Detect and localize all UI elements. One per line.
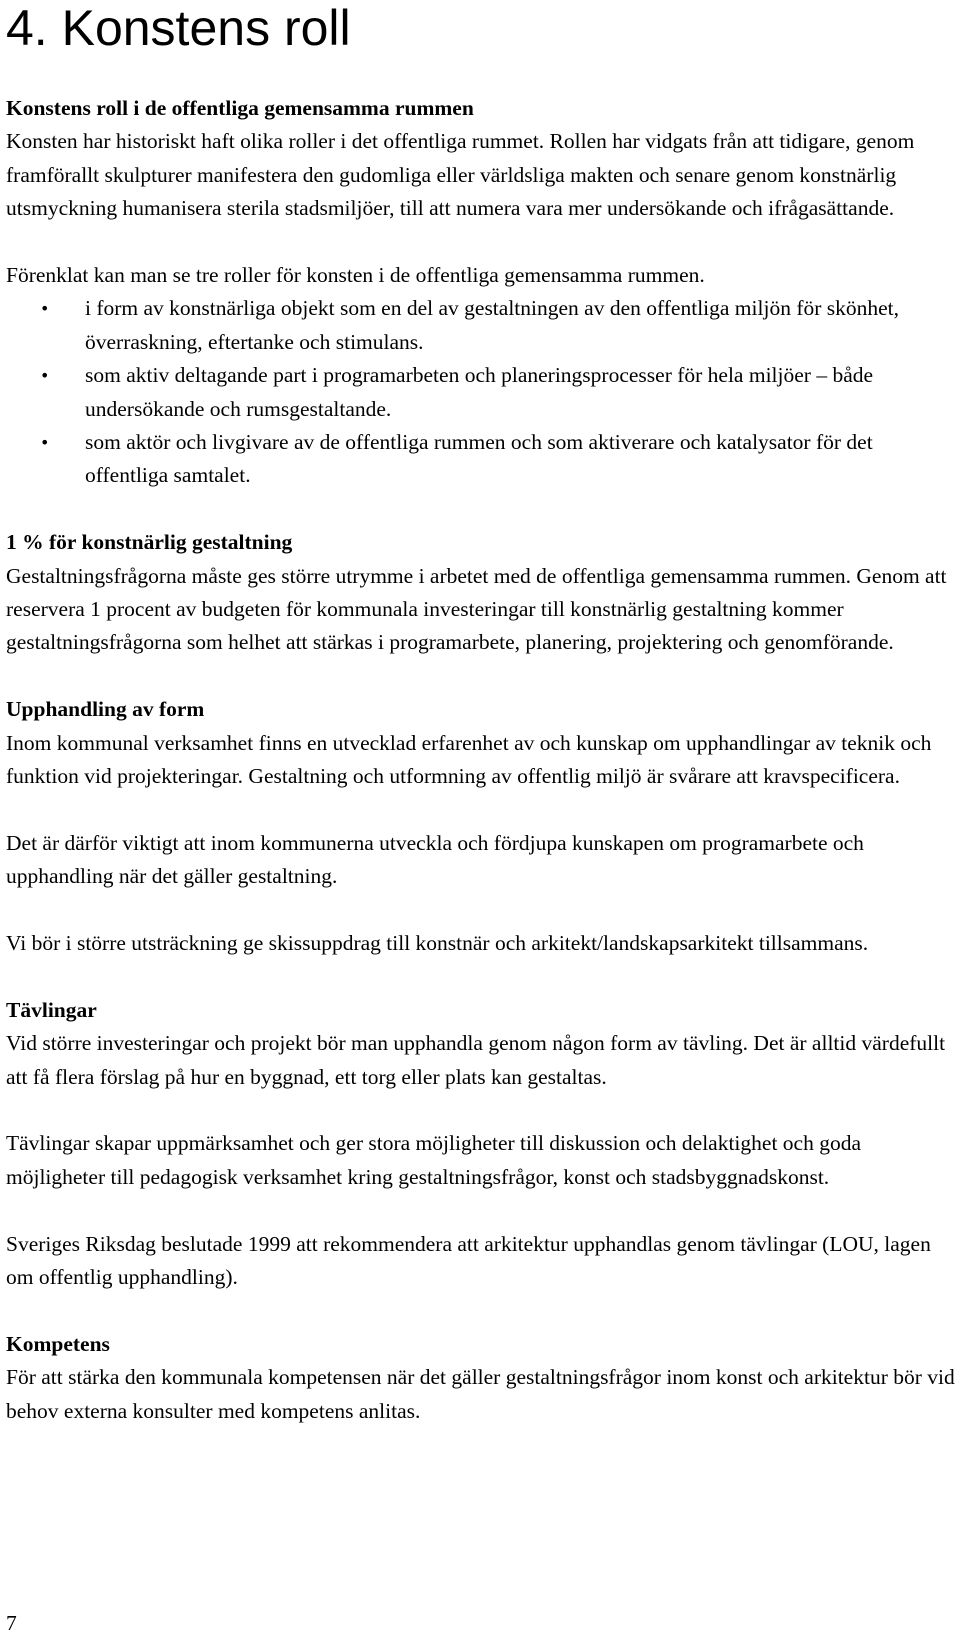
bullet-icon: • <box>40 433 50 453</box>
chapter-title: 4. Konstens roll <box>6 0 351 56</box>
page-number: 7 <box>6 1611 17 1635</box>
document-body <box>6 92 956 1428</box>
paragraph: Vi bör i större utsträckning ge skissuppdrag till konstnär och arkitekt/landskapsarkitekt tillsammans. <box>6 931 869 956</box>
paragraph: Inom kommunal verksamhet finns en utvecklad erfarenhet av och kunskap om upphandlingar av teknik och funktion vid projekteringar. Gestaltning och utformning av offentlig miljö är svårare att kravspecificera. <box>6 730 932 789</box>
roles-list <box>6 292 956 492</box>
section-heading: Tävlingar <box>6 997 97 1022</box>
section-konstens-roll <box>6 92 956 493</box>
paragraph: För att stärka den kommunala kompetensen när det gäller gestaltningsfrågor inom konst och arkitektur bör vid behov externa konsulter med kompetens anlitas. <box>6 1365 955 1423</box>
paragraph: Vid större investeringar och projekt bör man upphandla genom någon form av tävling. Det är alltid värdefullt att få flera förslag på hur en byggnad, ett torg eller plats kan gestaltas. <box>6 1031 946 1089</box>
section-heading: Upphandling av form <box>6 697 205 722</box>
paragraph: Konsten har historiskt haft olika roller i det offentliga rummet. Rollen har vidgats från att tidigare, genom framförallt skulpturer manifestera den gudomliga eller världsliga makten och senare genom konstnärlig utsmyckning humanisera sterila stadsmiljöer, till att numera vara mer undersökande och ifrågasättande. <box>6 129 915 221</box>
section-heading: 1 % för konstnärlig gestaltning <box>6 530 293 555</box>
section-procent <box>6 526 956 660</box>
list-item <box>6 359 956 426</box>
list-item <box>6 426 956 493</box>
section-tavlingar <box>6 994 956 1295</box>
section-heading: Kompetens <box>6 1331 110 1356</box>
section-heading: Konstens roll i de offentliga gemensamma rummen <box>6 96 474 120</box>
paragraph: Det är därför viktigt att inom kommunerna utveckla och fördjupa kunskapen om programarbete och upphandling när det gäller gestaltning. <box>6 830 864 889</box>
paragraph: Sveriges Riksdag beslutade 1999 att rekommendera att arkitektur upphandlas genom tävlingar (LOU, lagen om offentlig upphandling). <box>6 1231 931 1290</box>
list-item-text: i form av konstnärliga objekt som en del av gestaltningen av den offentliga miljön för skönhet, överraskning, eftertanke och stimulans. <box>85 296 900 354</box>
paragraph: Tävlingar skapar uppmärksamhet och ger stora möjligheter till diskussion och delaktighet och goda möjligheter till pedagogisk verksamhet kring gestaltningsfrågor, konst och stadsbyggnadskonst. <box>6 1131 862 1189</box>
list-item-text: som aktör och livgivare av de offentliga rummen och som aktiverare och katalysator för det offentliga samtalet. <box>85 430 873 488</box>
section-upphandling <box>6 693 956 960</box>
bullet-icon: • <box>40 299 50 319</box>
list-item-text: som aktiv deltagande part i programarbeten och planeringsprocesser för hela miljöer – både undersökande och rumsgestaltande. <box>85 363 874 421</box>
paragraph: Gestaltningsfrågorna måste ges större utrymme i arbetet med de offentliga gemensamma rummen. Genom att reservera 1 procent av budgeten för kommunala investeringar till konstnärlig gestaltning kommer gestaltningsfrågorna som helhet att stärkas i programarbete, planering, projektering och genomförande. <box>6 563 947 655</box>
list-item <box>6 292 956 359</box>
bullet-icon: • <box>40 366 50 386</box>
section-kompetens <box>6 1328 956 1428</box>
paragraph: Förenklat kan man se tre roller för konsten i de offentliga gemensamma rummen. <box>6 263 705 288</box>
